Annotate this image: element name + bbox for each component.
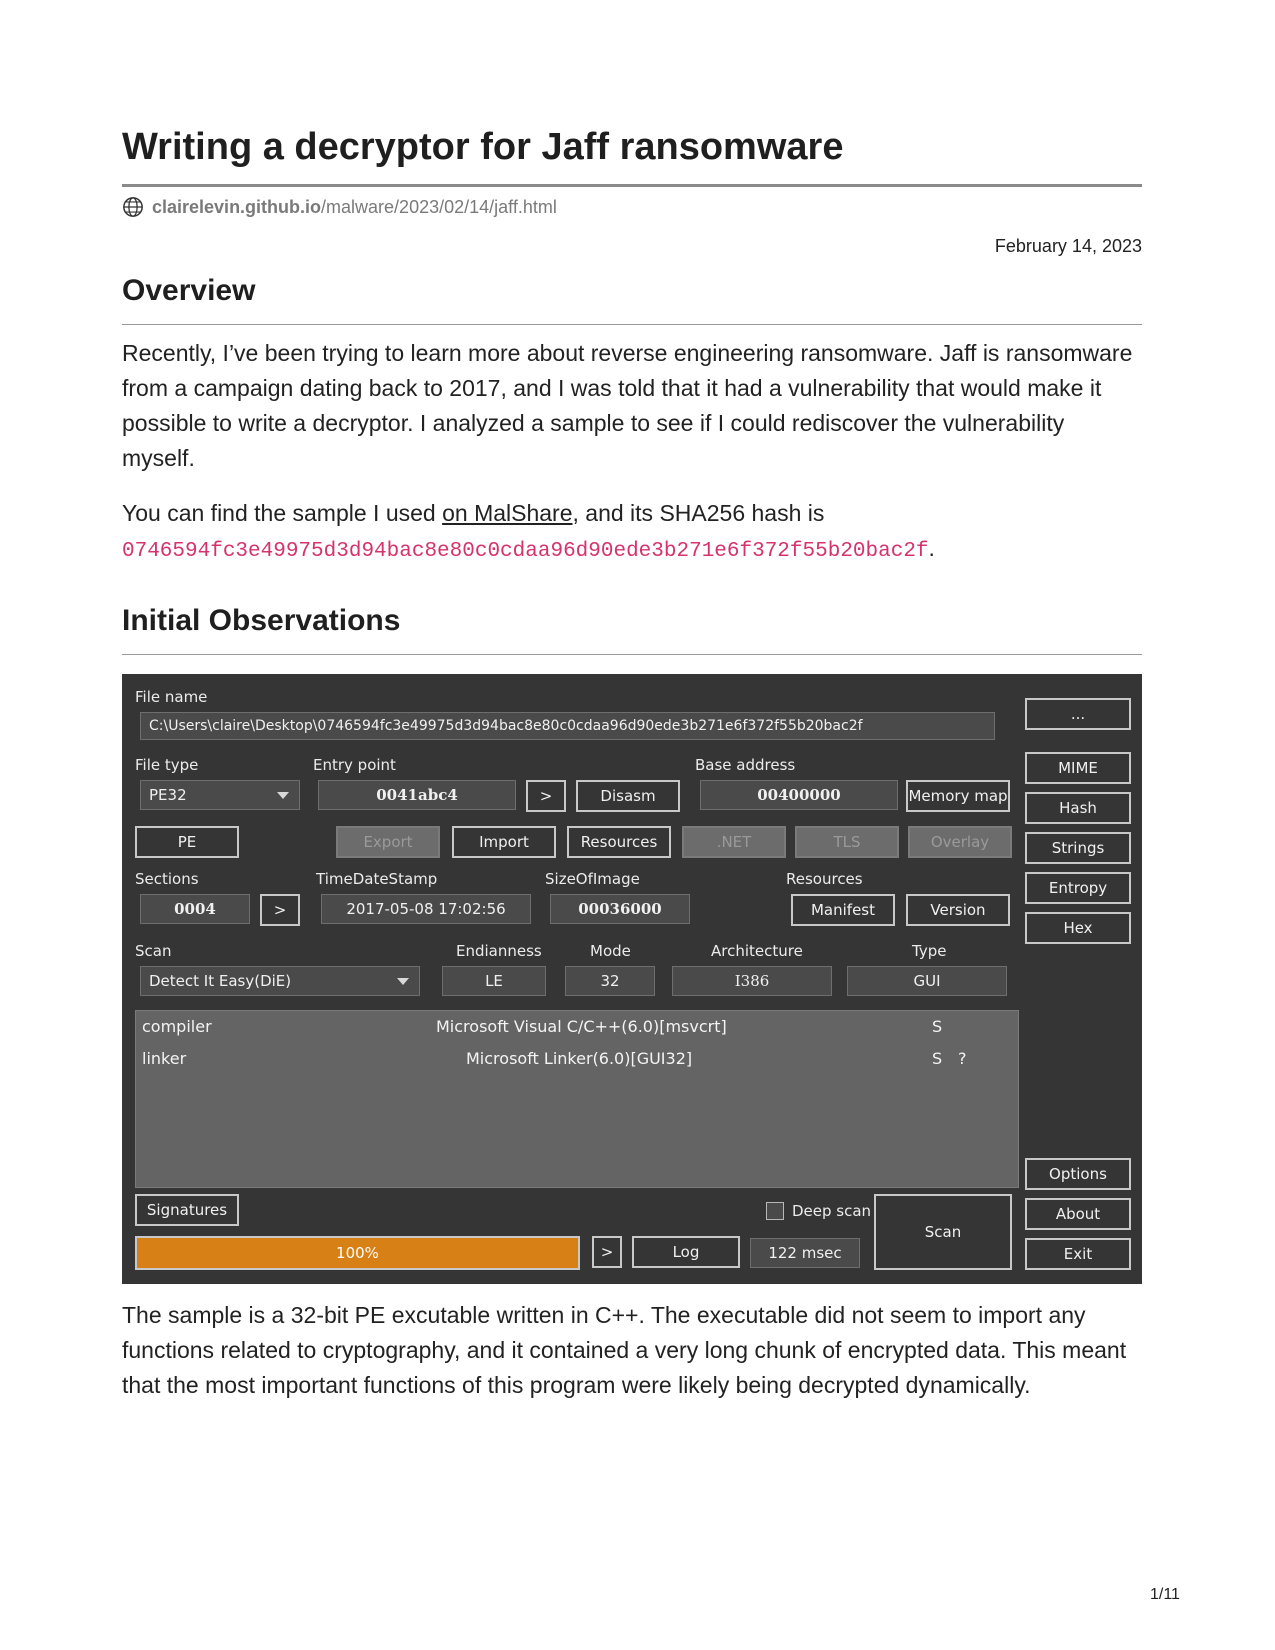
manifest-button[interactable]: Manifest — [791, 894, 895, 926]
mode-field[interactable]: 32 — [565, 966, 655, 996]
scan-results — [135, 1010, 1019, 1188]
mode-label: Mode — [590, 942, 631, 960]
scan-progress-bar: 100% — [135, 1236, 580, 1270]
sizeofimage-label: SizeOfImage — [545, 870, 640, 888]
type-label: Type — [912, 942, 947, 960]
entropy-button[interactable]: Entropy — [1025, 872, 1131, 904]
heading-initial-observations: Initial Observations — [122, 604, 401, 637]
endianness-field[interactable]: LE — [442, 966, 546, 996]
file-type-label: File type — [135, 756, 199, 774]
browse-button[interactable]: ... — [1025, 698, 1131, 730]
post-date: February 14, 2023 — [994, 236, 1142, 256]
result-flag[interactable]: S — [932, 1017, 943, 1036]
log-button[interactable]: Log — [632, 1236, 740, 1268]
result-name: Microsoft Visual C/C++(6.0)[msvcrt] — [436, 1017, 727, 1036]
base-address-label: Base address — [695, 756, 796, 774]
architecture-label: Architecture — [711, 942, 803, 960]
result-kind: compiler — [142, 1017, 212, 1036]
elapsed-time: 122 msec — [750, 1238, 860, 1268]
type-field[interactable]: GUI — [847, 966, 1007, 996]
sections-field[interactable]: 0004 — [140, 894, 250, 924]
version-button[interactable]: Version — [906, 894, 1010, 926]
endianness-label: Endianness — [456, 942, 542, 960]
heading-overview: Overview — [122, 274, 256, 307]
options-button[interactable]: Options — [1025, 1158, 1131, 1190]
result-flag[interactable]: S — [932, 1049, 943, 1068]
net-button[interactable]: .NET — [682, 826, 786, 858]
hex-button[interactable]: Hex — [1025, 912, 1131, 944]
strings-button[interactable]: Strings — [1025, 832, 1131, 864]
base-address-field[interactable]: 00400000 — [700, 780, 898, 810]
signatures-button[interactable]: Signatures — [135, 1194, 239, 1226]
result-row[interactable] — [136, 1017, 1018, 1047]
die-screenshot — [122, 674, 1142, 1284]
overview-divider — [122, 324, 1142, 325]
scan-engine-value: Detect It Easy(DiE) — [149, 972, 292, 990]
scan-engine-select[interactable] — [140, 966, 420, 996]
sections-label: Sections — [135, 870, 199, 888]
timedatestamp-field[interactable]: 2017-05-08 17:02:56 — [321, 894, 531, 924]
timedatestamp-label: TimeDateStamp — [316, 870, 438, 888]
scan-label: Scan — [135, 942, 172, 960]
export-button[interactable]: Export — [336, 826, 440, 858]
source-path: /malware/2023/02/14/jaff.html — [321, 196, 557, 217]
about-button[interactable]: About — [1025, 1198, 1131, 1230]
result-name: Microsoft Linker(6.0)[GUI32] — [466, 1049, 693, 1068]
memory-map-button[interactable]: Memory map — [906, 780, 1010, 812]
p2-text-mid: , and its SHA256 hash is — [572, 500, 825, 526]
chevron-down-icon — [277, 792, 289, 799]
exit-button[interactable]: Exit — [1025, 1238, 1131, 1270]
result-row[interactable] — [136, 1049, 1018, 1079]
resources-label: Resources — [786, 870, 863, 888]
file-type-value: PE32 — [149, 786, 187, 804]
hash-button[interactable]: Hash — [1025, 792, 1131, 824]
file-name-field[interactable]: C:\Users\claire\Desktop\0746594fc3e49975d3d94bac8e80c0cdaa96d90ede3b271e6f372f55b20bac2f — [140, 712, 995, 740]
architecture-field[interactable]: I386 — [672, 966, 832, 996]
pe-button[interactable]: PE — [135, 826, 239, 858]
overview-paragraph-1: Recently, I’ve been trying to learn more about reverse engineering ransomware. Jaff is ransomware from a campaign dating back to 2017, and I was told that it had a vulnerability that would make it possible to write a decryptor. I analyzed a sample to see if I could rediscover the vulnerability myself. — [122, 340, 1133, 471]
chevron-down-icon — [397, 978, 409, 985]
entry-point-arrow-button[interactable]: > — [526, 780, 566, 812]
malshare-link[interactable]: on MalShare — [442, 500, 573, 526]
p2-text-pre: You can find the sample I used — [122, 500, 443, 526]
scan-button[interactable]: Scan — [874, 1194, 1012, 1270]
deep-scan-label: Deep scan — [792, 1202, 872, 1220]
file-type-select[interactable] — [140, 780, 300, 810]
resources-button[interactable]: Resources — [567, 826, 671, 858]
p2-text-end: . — [928, 535, 935, 561]
globe-icon — [122, 196, 144, 218]
sections-arrow-button[interactable]: > — [260, 894, 300, 926]
mime-button[interactable]: MIME — [1025, 752, 1131, 784]
result-kind: linker — [142, 1049, 187, 1068]
progress-arrow-button[interactable]: > — [592, 1236, 622, 1268]
source-domain: clairelevin.github.io — [152, 196, 322, 217]
page-number: 1/11 — [1150, 1586, 1180, 1603]
title-divider — [122, 184, 1142, 187]
tls-button[interactable]: TLS — [795, 826, 899, 858]
overlay-button[interactable]: Overlay — [908, 826, 1012, 858]
disasm-button[interactable]: Disasm — [576, 780, 680, 812]
result-extra[interactable]: ? — [958, 1049, 967, 1068]
file-name-label: File name — [135, 688, 208, 706]
source-url[interactable] — [122, 196, 557, 218]
initial-paragraph-1: The sample is a 32-bit PE excutable written in C++. The executable did not seem to import any functions related to cryptography, and it contained a very long chunk of encrypted data. This meant that the most important functions of this program were likely being decrypted dynamically. — [122, 1302, 1127, 1398]
sha256-hash: 0746594fc3e49975d3d94bac8e80c0cdaa96d90ede3b271e6f372f55b20bac2f — [122, 540, 929, 563]
sizeofimage-field[interactable]: 00036000 — [550, 894, 690, 924]
entry-point-label: Entry point — [313, 756, 396, 774]
import-button[interactable]: Import — [452, 826, 556, 858]
overview-paragraph-2 — [122, 496, 1142, 569]
deep-scan-checkbox[interactable] — [766, 1202, 784, 1220]
entry-point-field[interactable]: 0041abc4 — [318, 780, 516, 810]
initial-divider — [122, 654, 1142, 655]
article-title: Writing a decryptor for Jaff ransomware — [122, 126, 844, 168]
